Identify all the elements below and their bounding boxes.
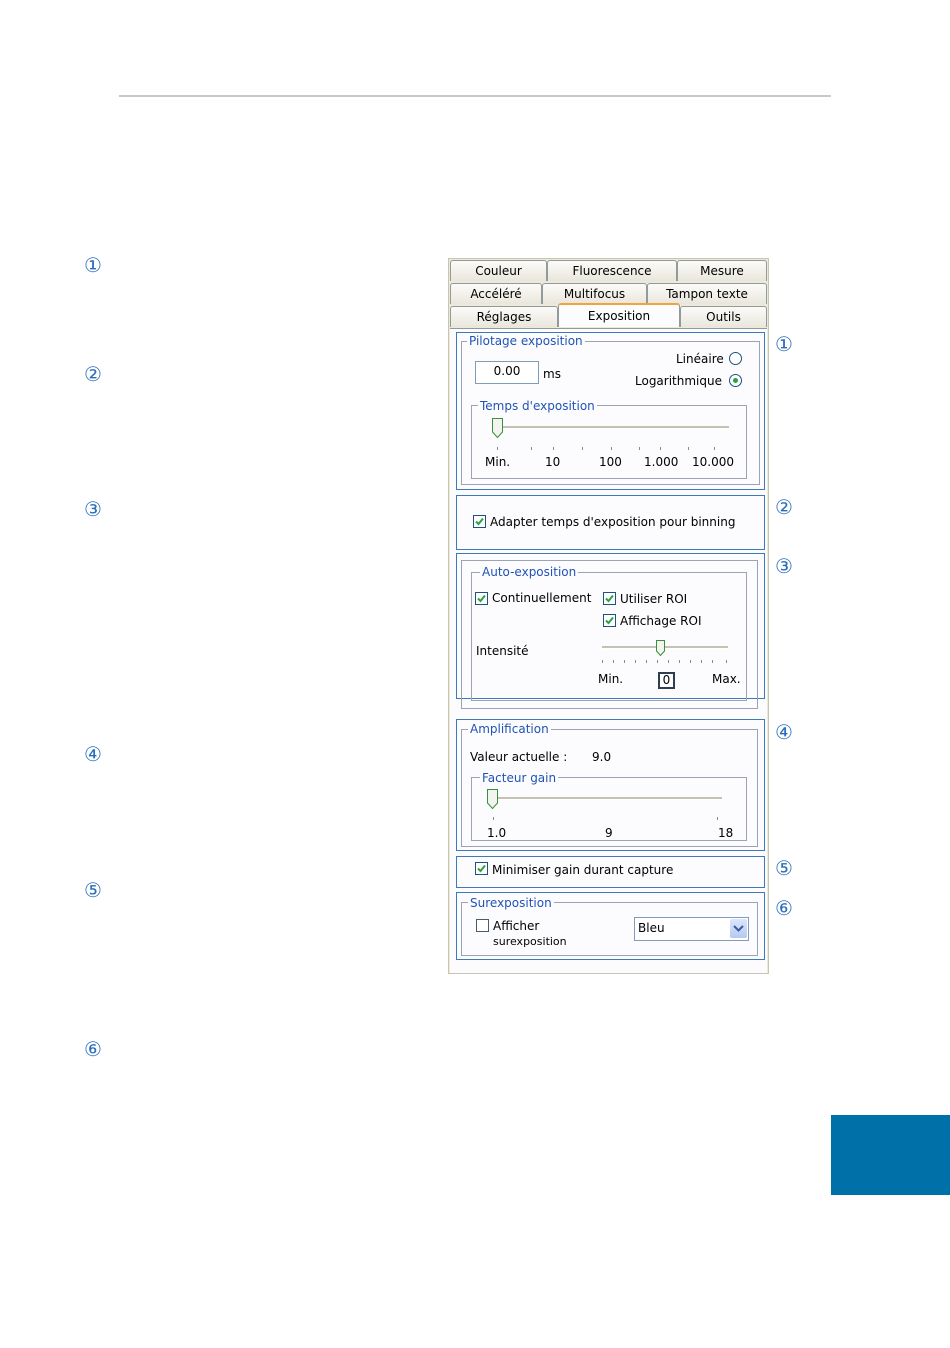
tab-exposition[interactable]: Exposition	[558, 303, 680, 327]
tab-accelere[interactable]: Accéléré	[450, 283, 542, 304]
chapter-tab-block	[831, 1115, 950, 1195]
time-unit-label: ms	[543, 367, 561, 381]
panel-marker-4: ④	[775, 720, 793, 744]
panel-marker-3: ③	[775, 554, 793, 578]
margin-marker-1: ①	[84, 253, 102, 277]
tab-fluorescence[interactable]: Fluorescence	[547, 260, 677, 281]
auto-legend: Auto-exposition	[482, 565, 577, 579]
intensity-label: Intensité	[476, 644, 529, 658]
slider-tick	[679, 660, 680, 663]
tab-reglages[interactable]: Réglages	[450, 306, 558, 327]
slider-tick	[712, 660, 713, 663]
overexposure-color-value: Bleu	[638, 921, 665, 935]
binning-label: Adapter temps d'exposition pour binning	[490, 515, 736, 529]
slider-tick	[639, 447, 640, 450]
slider-tick	[624, 660, 625, 663]
intensity-min-label: Min.	[598, 672, 624, 686]
minimize-checkbox[interactable]	[475, 862, 488, 875]
panel-marker-1: ①	[775, 332, 793, 356]
gain-legend: Facteur gain	[482, 771, 557, 785]
intensity-slider-thumb[interactable]	[656, 640, 665, 656]
use-roi-label: Utiliser ROI	[620, 592, 688, 606]
linear-radio[interactable]	[729, 352, 742, 365]
slider-tick	[602, 660, 603, 663]
binning-checkbox[interactable]	[473, 515, 486, 528]
slider-tick	[531, 447, 532, 450]
intensity-slider-track	[602, 646, 728, 649]
slider-tick	[690, 660, 691, 663]
slider-tick	[582, 447, 583, 450]
slider-label-10: 10	[545, 455, 561, 469]
slider-tick	[714, 447, 715, 450]
intensity-max-label: Max.	[712, 672, 741, 686]
intensity-value-box: 0	[658, 672, 675, 689]
pilotage-legend: Pilotage exposition	[469, 334, 583, 348]
show-roi-label: Affichage ROI	[620, 614, 702, 628]
slider-tick	[688, 447, 689, 450]
slider-tick	[701, 660, 702, 663]
margin-marker-5: ⑤	[84, 878, 102, 902]
exposure-slider-thumb[interactable]	[492, 418, 503, 438]
slider-tick	[553, 447, 554, 450]
overexposure-legend: Surexposition	[470, 896, 552, 910]
slider-tick	[657, 660, 658, 663]
tab-couleur[interactable]: Couleur	[450, 260, 547, 281]
tab-outils[interactable]: Outils	[680, 306, 767, 327]
minimize-label: Minimiser gain durant capture	[492, 863, 674, 877]
slider-tick	[660, 447, 661, 450]
linear-label: Linéaire	[676, 352, 724, 366]
log-radio[interactable]	[729, 374, 742, 387]
header-rule	[119, 95, 831, 97]
gain-slider-track	[487, 797, 722, 800]
gain-label-mid: 9	[605, 826, 613, 840]
margin-marker-6: ⑥	[84, 1037, 102, 1061]
gain-label-max: 18	[718, 826, 734, 840]
continuous-checkbox[interactable]	[475, 592, 488, 605]
continuous-label: Continuellement	[492, 591, 592, 605]
show-roi-checkbox[interactable]	[603, 614, 616, 627]
log-label: Logarithmique	[635, 374, 722, 388]
margin-marker-2: ②	[84, 362, 102, 386]
overexposure-color-select[interactable]	[634, 917, 749, 941]
current-value: 9.0	[592, 750, 612, 764]
slider-tick	[646, 660, 647, 663]
panel-marker-2: ②	[775, 495, 793, 519]
panel-marker-6: ⑥	[775, 896, 793, 920]
tab-tampon-texte[interactable]: Tampon texte	[647, 283, 767, 304]
amplification-legend: Amplification	[470, 722, 549, 736]
slider-label-100: 100	[599, 455, 622, 469]
slider-label-1000: 1.000	[644, 455, 679, 469]
exposure-time-legend: Temps d'exposition	[480, 399, 595, 413]
show-overexposure-label-2: surexposition	[493, 935, 567, 948]
slider-tick	[717, 817, 718, 820]
margin-marker-4: ④	[84, 742, 102, 766]
gain-slider-thumb[interactable]	[487, 789, 498, 809]
slider-tick	[635, 660, 636, 663]
show-overexposure-checkbox[interactable]	[476, 919, 489, 932]
slider-tick	[726, 660, 727, 663]
slider-tick	[497, 447, 498, 450]
margin-marker-3: ③	[84, 497, 102, 521]
slider-tick	[493, 817, 494, 820]
slider-label-min: Min.	[485, 455, 511, 469]
slider-label-10000: 10.000	[692, 455, 734, 469]
tab-mesure[interactable]: Mesure	[677, 260, 767, 281]
show-overexposure-label-1: Afficher	[493, 919, 540, 933]
slider-tick	[668, 660, 669, 663]
chevron-down-icon[interactable]	[730, 919, 747, 938]
exposure-time-input[interactable]: 0.00	[475, 361, 539, 384]
slider-tick	[613, 660, 614, 663]
tab-multifocus[interactable]: Multifocus	[542, 283, 647, 304]
current-value-label: Valeur actuelle :	[470, 750, 568, 764]
radio-selected-dot	[733, 378, 738, 383]
exposure-slider-track	[492, 426, 729, 429]
settings-panel	[448, 258, 769, 974]
use-roi-checkbox[interactable]	[603, 592, 616, 605]
panel-marker-5: ⑤	[775, 856, 793, 880]
slider-tick	[611, 447, 612, 450]
gain-label-min: 1.0	[487, 826, 507, 840]
